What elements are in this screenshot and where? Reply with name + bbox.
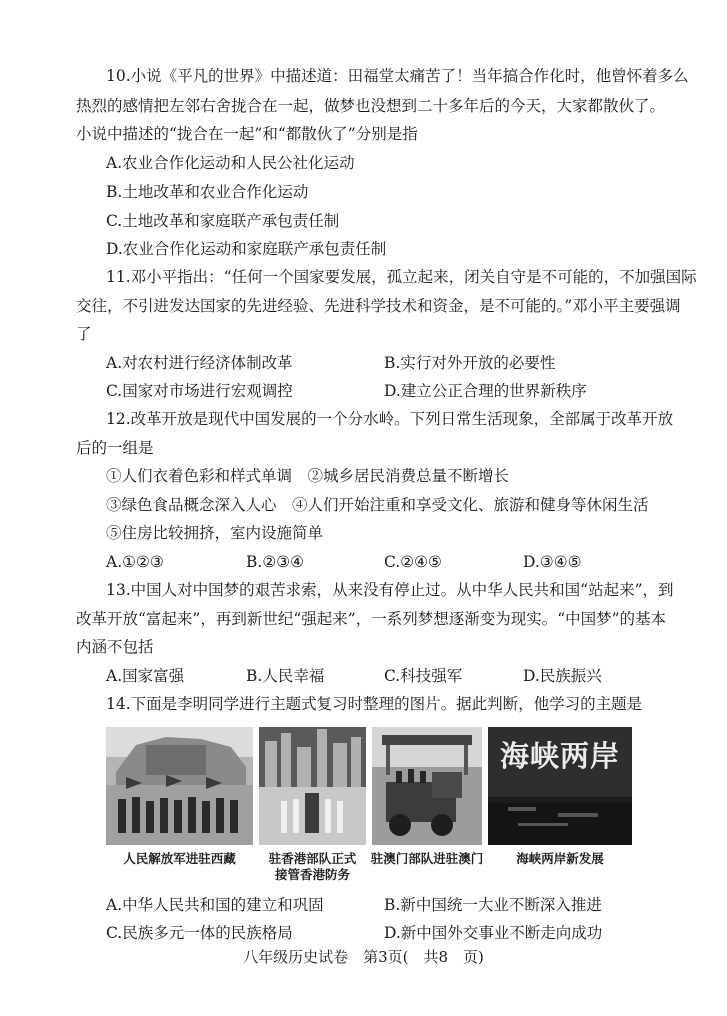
q10-stem-line2: 热烈的感情把左邻右舍拢合在一起，做梦也没想到二十多年后的今天，大家都散伙了。 (76, 97, 666, 115)
q10-option-c[interactable]: C.土地改革和家庭联产承包责任制 (106, 212, 340, 230)
photo-cross-strait-title: 海峡两岸 (499, 739, 620, 773)
q10-option-d[interactable]: D.农业合作化运动和家庭联产承包责任制 (106, 240, 387, 258)
q12-option-b[interactable]: B.②③④ (246, 553, 305, 571)
q13-option-a[interactable]: A.国家富强 (106, 667, 185, 685)
caption-hongkong-line2: 接管香港防务 (274, 867, 350, 882)
q13-option-c[interactable]: C.科技强军 (384, 667, 463, 685)
photo-hongkong (259, 727, 366, 845)
q13-stem-line3: 内涵不包括 (76, 638, 154, 656)
q12-stem-line1: 12.改革开放是现代中国发展的一个分水岭。下列日常生活现象，全部属于改革开放 (106, 410, 674, 428)
caption-hongkong-line1: 驻香港部队正式 (268, 851, 357, 866)
caption-tibet: 人民解放军进驻西藏 (123, 851, 236, 866)
q12-item-line1: ①人们衣着色彩和样式单调 ②城乡居民消费总量不断增长 (106, 467, 510, 485)
q13-stem-line1: 13.中国人对中国梦的艰苦求索，从来没有停止过。从中华人民共和国“站起来”，到 (106, 581, 674, 599)
caption-cross-strait: 海峡两岸新发展 (516, 851, 604, 866)
q14-option-b[interactable]: B.新中国统一大业不断深入推进 (384, 896, 602, 914)
page-footer: 八年级历史试卷 第3页( 共8 页) (243, 948, 484, 966)
q14-option-c[interactable]: C.民族多元一体的民族格局 (106, 924, 293, 942)
q13-option-d[interactable]: D.民族振兴 (523, 667, 602, 685)
q10-option-b[interactable]: B.土地改革和农业合作化运动 (106, 183, 309, 201)
photo-tibet (106, 727, 253, 845)
q12-option-d[interactable]: D.③④⑤ (523, 553, 582, 571)
q11-stem-line3: 了 (76, 325, 92, 343)
q12-item-line2: ③绿色食品概念深入人心 ④人们开始注重和享受文化、旅游和健身等休闲生活 (106, 496, 649, 514)
q11-stem-line1: 11.邓小平指出：“任何一个国家要发展，孤立起来，闭关自守是不可能的，不加强国际 (106, 268, 697, 286)
q14-stem-line1: 14.下面是李明同学进行主题式复习时整理的图片。据此判断，他学习的主题是 (106, 695, 643, 713)
q12-option-a[interactable]: A.①②③ (106, 553, 164, 571)
q11-option-c[interactable]: C.国家对市场进行宏观调控 (106, 382, 293, 400)
q11-option-b[interactable]: B.实行对外开放的必要性 (384, 354, 556, 372)
q11-option-a[interactable]: A.对农村进行经济体制改革 (106, 354, 293, 372)
q14-option-a[interactable]: A.中华人民共和国的建立和巩固 (106, 896, 324, 914)
q12-stem-line2: 后的一组是 (76, 439, 154, 457)
photo-macau (372, 727, 482, 845)
q10-stem-line1: 10.小说《平凡的世界》中描述道：田福堂太痛苦了！当年搞合作化时，他曾怀着多么 (106, 67, 689, 85)
q10-stem-line3: 小说中描述的“拢合在一起”和“都散伙了”分别是指 (76, 125, 418, 143)
photo-cross-strait (488, 727, 632, 845)
q12-option-c[interactable]: C.②④⑤ (384, 553, 442, 571)
q13-stem-line2: 改革开放“富起来”，再到新世纪“强起来”，一系列梦想逐渐变为现实。“中国梦”的基本 (76, 610, 667, 628)
q11-option-d[interactable]: D.建立公正合理的世界新秩序 (384, 382, 587, 400)
q10-option-a[interactable]: A.农业合作化运动和人民公社化运动 (106, 154, 355, 172)
q12-item-line3: ⑤住房比较拥挤，室内设施简单 (106, 524, 324, 542)
q11-stem-line2: 交往，不引进发达国家的先进经验、先进科学技术和资金，是不可能的。”邓小平主要强调 (76, 297, 681, 315)
q14-option-d[interactable]: D.新中国外交事业不断走向成功 (384, 924, 603, 942)
q13-option-b[interactable]: B.人民幸福 (246, 667, 325, 685)
caption-macau: 驻澳门部队进驻澳门 (370, 851, 484, 866)
